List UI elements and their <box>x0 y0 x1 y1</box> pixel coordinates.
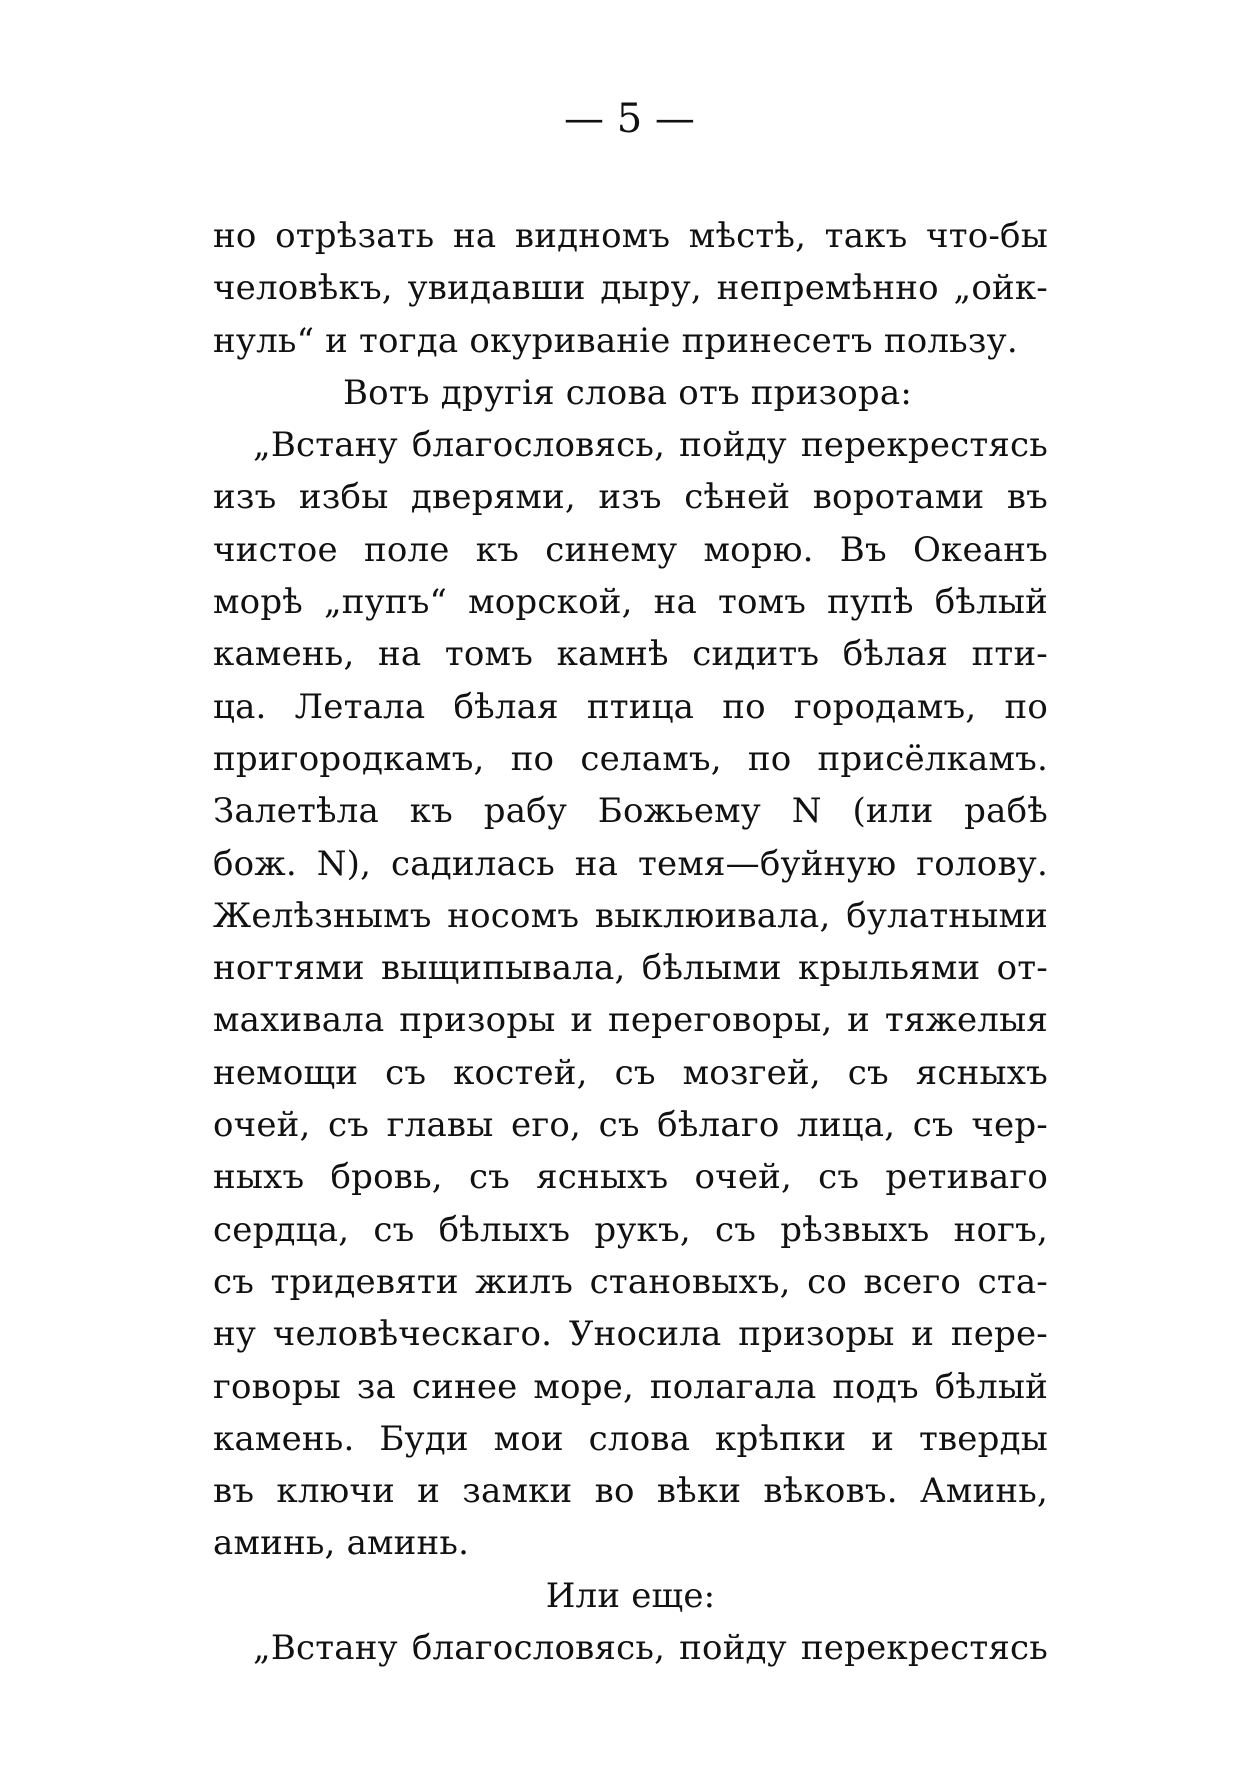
text-line: чистое поле къ синему морю. Въ Океанъ <box>213 529 1048 570</box>
text-line: ца. Летала бѣлая птица по городамъ, по <box>213 686 1048 727</box>
text-line: ныхъ бровь, съ ясныхъ очей, съ ретиваго <box>213 1157 1048 1198</box>
text-line: камень. Буди мои слова крѣпки и тверды <box>213 1418 1048 1459</box>
text-line: махивала призоры и переговоры, и тяжелыя <box>213 1000 1048 1041</box>
page-number: — 5 — <box>564 96 695 142</box>
text-line: человѣкъ, увидавши дыру, непремѣнно „ойк- <box>213 268 1048 309</box>
text-line: немощи съ костей, съ мозгей, съ ясныхъ <box>213 1052 1048 1093</box>
text-line: говоры за синее море, полагала подъ бѣлый <box>213 1366 1048 1407</box>
text-line: съ тридевяти жилъ становыхъ, со всего ста- <box>213 1261 1048 1302</box>
text-line: пригородкамъ, по селамъ, по присёлкамъ. <box>213 738 1048 779</box>
text-line: „Встану благословясь, пойду перекрестясь <box>253 1628 1048 1669</box>
body-text <box>213 210 1048 1674</box>
text-line: бож. N), садилась на темя—буйную голову. <box>213 843 1048 884</box>
text-line: ногтями выщипывала, бѣлыми крыльями от- <box>213 948 1048 989</box>
text-line: но отрѣзать на видномъ мѣстѣ, такъ что-бы <box>213 216 1048 256</box>
text-line: сердца, съ бѣлыхъ рукъ, съ рѣзвыхъ ногъ, <box>213 1209 1048 1250</box>
text-line: Вотъ другія слова отъ призора: <box>343 372 912 413</box>
text-line: нуль“ и тогда окуриваніе принесетъ пользу. <box>213 320 1018 361</box>
text-line: аминь, аминь. <box>213 1523 470 1564</box>
text-line: въ ключи и замки во вѣки вѣковъ. Аминь, <box>213 1471 1048 1512</box>
text-line: морѣ „пупъ“ морской, на томъ пупѣ бѣлый <box>213 582 1048 623</box>
text-line: ну человѣческаго. Уносила призоры и пере- <box>213 1314 1048 1355</box>
text-line: „Встану благословясь, пойду перекрестясь <box>253 425 1048 466</box>
text-line: Залетѣла къ рабу Божьему N (или рабѣ <box>213 791 1048 832</box>
text-line: изъ избы дверями, изъ сѣней воротами въ <box>213 477 1048 518</box>
text-line: Желѣзнымъ носомъ выклюивала, булатными <box>213 895 1048 936</box>
text-line: очей, съ главы его, съ бѣлаго лица, съ чер- <box>213 1105 1048 1146</box>
text-line: камень, на томъ камнѣ сидитъ бѣлая пти- <box>213 634 1048 675</box>
text-line: Или еще: <box>545 1575 716 1616</box>
